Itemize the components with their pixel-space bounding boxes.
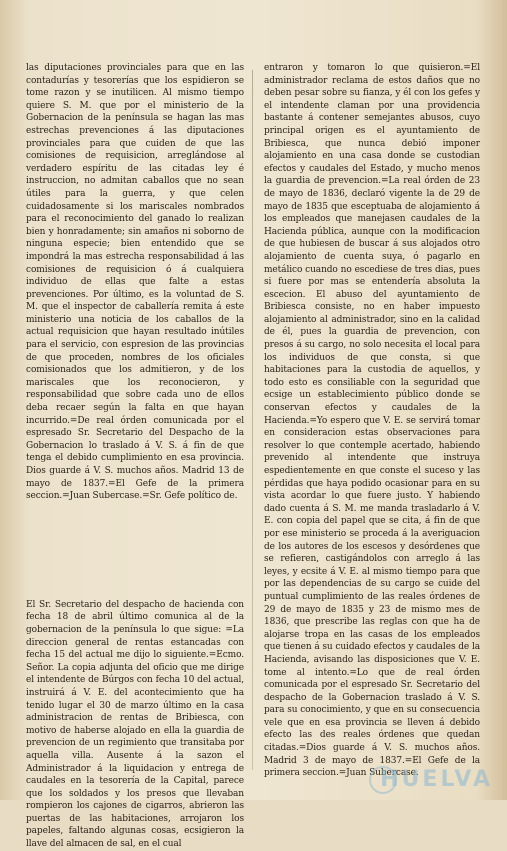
left-paragraph-1: las diputaciones provinciales para que en las contadurías y tesorerías que los espidieron se tome razon y se inutilicen. Al mismo tiempo quiere S. M. que por el ministerio de la Gobernacion de la península se hagan las mas estrechas prevenciones á las diputaciones provinciales para que cuiden de que las comisiones de requisicion, arreglándose al verdadero espíritu de las citadas ley é instruccion, no admitan caballos que no sean útiles para la guerra, y que celen cuidadosamente si los mariscales nombrados para el reconocimiento del ganado lo realizan bien y honradamente; sin amaños ni soborno de ninguna especie; bien entendido que se impondrá la mas estrecha responsabilidad á las comisiones de requisicion ó á cualquiera individuo de ellas que falte a estas prevenciones. Por último, es la voluntad de S. M. que el inspector de caballería remita á este ministerio una noticia de los caballos de la actual requisicion que hayan resultado inútiles para el servicio, con espresion de las provincias de que proceden, nombres de los oficiales comisionados que los admitieron, y de los mariscales que los reconocieron, y responsabilidad que sobre cada uno de ellos deba recaer según la falta en que hayan incurrido.=De real órden comunicada por el espresado Sr. Secretario del Despacho de la Gobernacion lo traslado á V. S. á fin de que tenga el debido cumplimiento en esa provincia. Dios guarde á V. S. muchos años. Madrid 13 de mayo de 1837.=El Gefe de la primera seccion.=Juan Subercase.=Sr. Gefe político de. xyxy=(26,63,244,502)
huelva-watermark-logo: HUELVA xyxy=(380,767,493,792)
column-divider xyxy=(252,70,253,770)
section-gap xyxy=(26,503,244,599)
left-column xyxy=(26,62,244,851)
left-paragraph-2: El Sr. Secretario del despacho de hacienda con fecha 18 de abril último comunica al de la gobernacion de la península lo que sigue: =La direccion general de rentas estancadas con fecha 15 del actual me dijo lo siguiente.=Ecmo. Señor. La copia adjunta del oficio que me dirige el intendente de Búrgos con fecha 10 del actual, instruirá á V. E. del acontecimiento que ha tenido lugar el 30 de marzo último en la casa administracion de rentas de Bribiesca, con motivo de haberse alojado en ella la guardia de prevencion de un regimiento que transitaba por aquella villa. Ausente á la sazon el Administrador á la liquidacion y entrega de caudales en la tesorería de la Capital, parece que los soldados y los presos que llevaban rompieron los cajones de cigarros, abrieron las puertas de las habitaciones, arrojaron los papeles, faltando algunas cosas, ecsigieron la llave del almacen de sal, en el cual xyxy=(26,599,244,850)
right-paragraph-1: entraron y tomaron lo que quisieron.=El administrador reclama de estos daños que no deben pesar sobre su fianza, y él con los gefes y el intendente claman por una providencia bastante á contener semejantes abusos, cuyo principal origen es el ayuntamiento de Bribiesca, que nunca debió imponer alojamiento en una casa donde se custodian efectos y caudales del Estado, y mucho menos la guardia de prevencion.=La real órden de 23 de mayo de 1836, declaró vigente la de 29 de mayo de 1835 que esceptuaba de alojamiento á los empleados que manejasen caudales de la Hacienda pública, aunque con la modificacion de que hubiesen de buscar á sus alojados otro alojamiento de cuenta suya, ó pagarlo en metálico cuando no escediese de tres dias, pues si fuere por mas se entendería absoluta la escecion. El abuso del ayuntamiento de Bribiesca consiste, no en haber impuesto alojamiento al administrador, sino en la calidad de él, pues la guardia de prevencion, con presos á su cargo, no solo necesita el local para los individuos de que consta, si que habitaciones para la custodia de aquellos, y todo esto es consiliable con la seguridad que ecsige un establecimiento público donde se conservan efectos y caudales de la Hacienda.=Yo espero que V. E. se servirá tomar en consideracion estas observaciones para resolver lo que contemple acertado, habiendo prevenido al intendente que instruya espedientemente en que conste el suceso y las pérdidas que haya podido ocasionar para en su vista acordar lo que fuere justo. Y habiendo dado cuenta á S. M. me manda trasladarlo á V. E. con copia del papel que se cita, á fin de que por ese ministerio se proceda á la averiguacion de los autores de los escesos y desórdenes que se refieren, castigándolos con arreglo á las leyes, y ecsite á V. E. al mismo tiempo para que por las dependencias de su cargo se cuide del puntual cumplimiento de las reales órdenes de 29 de mayo de 1835 y 23 de mismo mes de 1836, que prescribe las reglas con que ha de alojarse tropa en las casas de los empleados que tienen á su cuidado efectos y caudales de la Hacienda, avisando las disposiciones que V. E. tome al intento.=Lo que de real órden comunicada por el espresado Sr. Secretario del despacho de la Gobernacion traslado á V. S. para su conocimiento, y que en su consecuencia vele que en esa provincia se lleven á debido efecto las des reales órdenes que quedan citadas.=Dios guarde á V. S. muchos años. Madrid 3 de mayo de 1837.=El Gefe de la primera seccion.=Juan Subercase. xyxy=(264,63,480,779)
right-column xyxy=(264,62,480,780)
